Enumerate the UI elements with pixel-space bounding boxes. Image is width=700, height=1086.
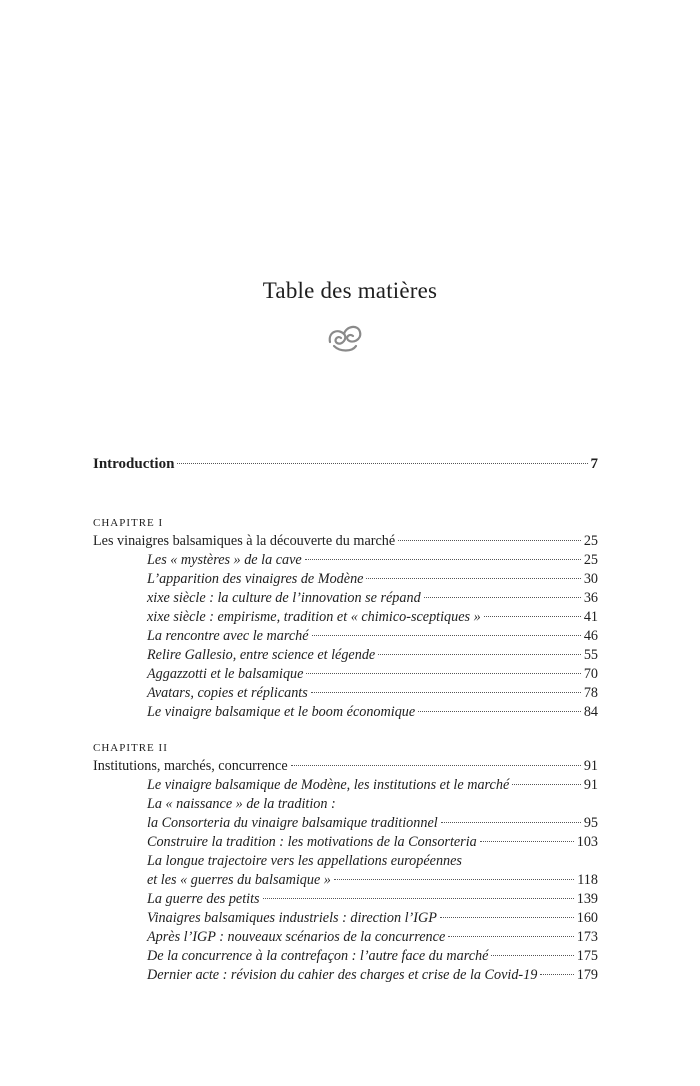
toc-entry-title: Construire la tradition : les motivations de la Consorteria (147, 834, 477, 850)
toc-entry-title: Avatars, copies et réplicants (147, 685, 308, 701)
toc-entry-page: 46 (583, 628, 598, 644)
dot-leader (311, 692, 581, 693)
dot-leader (306, 673, 580, 674)
toc-entry-page: 78 (583, 685, 598, 701)
dot-leader (540, 974, 573, 975)
dot-leader (366, 578, 580, 579)
toc-entry-page: 84 (583, 704, 598, 720)
toc-entry-page: 175 (576, 948, 598, 964)
toc-entry-section[interactable] (93, 966, 598, 985)
toc-entry-page: 41 (583, 609, 598, 625)
dot-leader (378, 654, 581, 655)
toc-entry-title: Introduction (93, 456, 175, 472)
dot-leader (418, 711, 581, 712)
toc-entry-title: et les « guerres du balsamique » (147, 872, 331, 888)
toc-entry-title: Relire Gallesio, entre science et légende (147, 647, 376, 663)
toc-entry-page: 91 (583, 758, 598, 774)
toc-entry-page: 36 (583, 590, 598, 606)
toc-entry-page: 160 (576, 910, 598, 926)
toc-entry-title: Aggazzotti et le balsamique (147, 666, 304, 682)
toc-entry-title: Le vinaigre balsamique et le boom économique (147, 704, 416, 720)
toc-entry-title: xixe siècle : la culture de l’innovation se répand (147, 590, 421, 606)
toc-entry-section[interactable] (93, 684, 598, 703)
toc-entry-introduction[interactable] (93, 455, 598, 474)
toc-entry-title: Les « mystères » de la cave (147, 552, 302, 568)
toc-entry-title: xixe siècle : empirisme, tradition et « chimico-sceptiques » (147, 609, 481, 625)
dot-leader (480, 841, 574, 842)
toc-entry-section[interactable] (93, 947, 598, 966)
toc-entry-section[interactable] (93, 627, 598, 646)
toc-entry-section[interactable] (93, 833, 598, 852)
dot-leader (512, 784, 581, 785)
dot-leader (177, 463, 587, 464)
toc-entry-section[interactable] (93, 608, 598, 627)
toc-entry-page: 25 (583, 552, 598, 568)
dot-leader (448, 936, 573, 937)
toc-entry-page: 103 (576, 834, 598, 850)
toc-entry-title: Après l’IGP : nouveaux scénarios de la concurrence (147, 929, 446, 945)
chapter-label: CHAPITRE I (93, 517, 164, 529)
dot-leader (424, 597, 581, 598)
table-of-contents (93, 455, 598, 474)
toc-entry-page: 118 (577, 872, 598, 888)
toc-entry-title: La rencontre avec le marché (147, 628, 309, 644)
dot-leader (440, 917, 574, 918)
toc-entry-section[interactable] (93, 890, 598, 909)
toc-entry-title: De la concurrence à la contrefaçon : l’autre face du marché (147, 948, 489, 964)
toc-entry-section[interactable] (93, 589, 598, 608)
toc-entry-title: Les vinaigres balsamiques à la découverte du marché (93, 533, 396, 549)
toc-entry-section[interactable] (93, 928, 598, 947)
toc-entry-title: L’apparition des vinaigres de Modène (147, 571, 364, 587)
toc-entry-page: 139 (576, 891, 598, 907)
toc-entry-section[interactable] (93, 551, 598, 570)
toc-entry-title: Dernier acte : révision du cahier des charges et crise de la Covid-19 (147, 967, 538, 983)
toc-entry-section[interactable] (93, 665, 598, 684)
toc-entry-chapter[interactable] (93, 532, 598, 551)
dot-leader (484, 616, 581, 617)
toc-entry-title-line1: La longue trajectoire vers les appellations européennes (147, 853, 462, 869)
toc-entry-page: 55 (583, 647, 598, 663)
toc-entry-title: Institutions, marchés, concurrence (93, 758, 288, 774)
toc-entry-chapter[interactable] (93, 757, 598, 776)
toc-entry-page: 95 (583, 815, 598, 831)
chapter-label: CHAPITRE II (93, 742, 168, 754)
toc-entry-section[interactable] (93, 909, 598, 928)
dot-leader (291, 765, 581, 766)
toc-entry-title: Le vinaigre balsamique de Modène, les institutions et le marché (147, 777, 510, 793)
chapter-2-block (93, 740, 598, 985)
dot-leader (441, 822, 581, 823)
toc-entry-page: 173 (576, 929, 598, 945)
dot-leader (398, 540, 581, 541)
dot-leader (305, 559, 581, 560)
toc-entry-page: 7 (590, 456, 598, 472)
toc-entry-section[interactable] (93, 703, 598, 722)
dot-leader (334, 879, 574, 880)
toc-entry-page: 91 (583, 777, 598, 793)
dot-leader (263, 898, 574, 899)
toc-entry-section[interactable] (93, 646, 598, 665)
toc-entry-title-line1: La « naissance » de la tradition : (147, 796, 336, 812)
chapter-1-block (93, 515, 598, 722)
toc-entry-section[interactable] (93, 570, 598, 589)
toc-entry-page: 179 (576, 967, 598, 983)
dot-leader (491, 955, 573, 956)
toc-entry-section[interactable] (93, 871, 598, 890)
dot-leader (312, 635, 581, 636)
fleuron-ornament-icon (326, 316, 366, 356)
toc-entry-title: La guerre des petits (147, 891, 260, 907)
toc-entry-section[interactable] (93, 776, 598, 795)
toc-entry-section[interactable] (93, 814, 598, 833)
toc-entry-title: Vinaigres balsamiques industriels : direction l’IGP (147, 910, 437, 926)
toc-entry-page: 70 (583, 666, 598, 682)
toc-entry-title: la Consorteria du vinaigre balsamique traditionnel (147, 815, 438, 831)
toc-entry-page: 25 (583, 533, 598, 549)
page-title: Table des matières (262, 278, 438, 303)
toc-entry-page: 30 (583, 571, 598, 587)
